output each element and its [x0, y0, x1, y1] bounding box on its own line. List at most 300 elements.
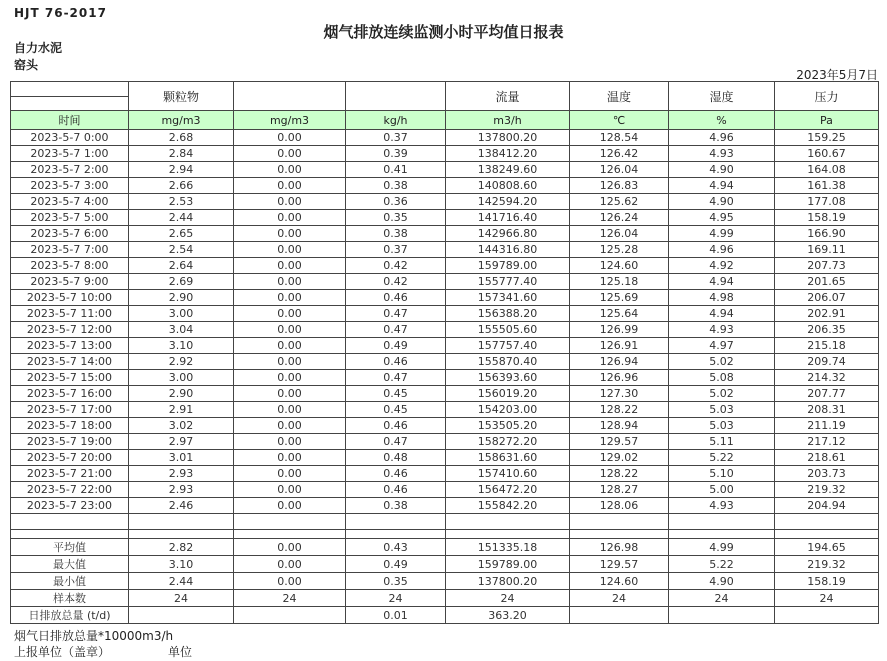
- table-row: [11, 466, 879, 482]
- empty-cell: [570, 514, 669, 530]
- data-cell: 4.90: [669, 162, 775, 178]
- data-cell: 0.00: [234, 466, 346, 482]
- data-cell: 5.08: [669, 370, 775, 386]
- data-cell: 206.35: [775, 322, 879, 338]
- table-row: [11, 482, 879, 498]
- data-cell: 2023-5-7 14:00: [11, 354, 129, 370]
- company-name: 自力水泥: [14, 41, 63, 55]
- table-row: [11, 130, 879, 146]
- data-cell: 0.00: [234, 482, 346, 498]
- empty-cell: [346, 530, 446, 539]
- data-cell: 2.92: [129, 354, 234, 370]
- data-cell: 3.00: [129, 306, 234, 322]
- gap-row: [11, 530, 879, 539]
- data-cell: 2.90: [129, 386, 234, 402]
- data-cell: 0.00: [234, 370, 346, 386]
- data-cell: 125.69: [570, 290, 669, 306]
- data-cell: 138412.20: [446, 146, 570, 162]
- data-cell: 155777.40: [446, 274, 570, 290]
- table-header: [11, 82, 879, 130]
- separator-body: [11, 514, 879, 539]
- data-cell: 158631.60: [446, 450, 570, 466]
- data-cell: 166.90: [775, 226, 879, 242]
- data-cell: 206.07: [775, 290, 879, 306]
- data-cell: 2.65: [129, 226, 234, 242]
- group-header-cell: [11, 82, 129, 111]
- summary-cell: 124.60: [570, 573, 669, 590]
- data-cell: 215.18: [775, 338, 879, 354]
- table-row: [11, 402, 879, 418]
- data-cell: 207.77: [775, 386, 879, 402]
- summary-cell: 0.35: [346, 573, 446, 590]
- footer-note: 烟气日排放总量*10000m3/h: [14, 629, 174, 643]
- data-cell: 202.91: [775, 306, 879, 322]
- data-cell: 201.65: [775, 274, 879, 290]
- table-row: [11, 386, 879, 402]
- data-cell: 128.94: [570, 418, 669, 434]
- data-cell: 2.69: [129, 274, 234, 290]
- unit-cell: mg/m3: [234, 111, 346, 130]
- summary-cell: 0.49: [346, 556, 446, 573]
- data-cell: 0.00: [234, 434, 346, 450]
- data-cell: 4.97: [669, 338, 775, 354]
- empty-cell: [11, 530, 129, 539]
- data-cell: 125.28: [570, 242, 669, 258]
- data-cell: 142594.20: [446, 194, 570, 210]
- data-cell: 4.94: [669, 306, 775, 322]
- data-cell: 4.95: [669, 210, 775, 226]
- summary-cell: 0.00: [234, 556, 346, 573]
- table-row: [11, 450, 879, 466]
- unit-cell: m3/h: [446, 111, 570, 130]
- empty-cell: [775, 530, 879, 539]
- data-cell: 2023-5-7 20:00: [11, 450, 129, 466]
- summary-cell: 平均值: [11, 539, 129, 556]
- data-cell: 5.03: [669, 418, 775, 434]
- summary-cell: 5.22: [669, 556, 775, 573]
- data-cell: 160.67: [775, 146, 879, 162]
- data-cell: 0.35: [346, 210, 446, 226]
- data-cell: 2023-5-7 10:00: [11, 290, 129, 306]
- data-cell: 124.60: [570, 258, 669, 274]
- data-cell: 0.00: [234, 274, 346, 290]
- data-cell: 157341.60: [446, 290, 570, 306]
- summary-body: [11, 539, 879, 624]
- table-row: [11, 146, 879, 162]
- report-table: [10, 81, 879, 624]
- data-cell: 0.00: [234, 306, 346, 322]
- empty-cell: [11, 514, 129, 530]
- data-cell: 4.93: [669, 146, 775, 162]
- data-cell: 4.93: [669, 498, 775, 514]
- summary-cell: [669, 607, 775, 624]
- data-cell: 204.94: [775, 498, 879, 514]
- data-cell: 129.02: [570, 450, 669, 466]
- data-cell: 2023-5-7 16:00: [11, 386, 129, 402]
- table-row: [11, 162, 879, 178]
- data-cell: 2023-5-7 5:00: [11, 210, 129, 226]
- summary-cell: 24: [570, 590, 669, 607]
- summary-cell: 4.99: [669, 539, 775, 556]
- summary-row: [11, 573, 879, 590]
- data-cell: 157410.60: [446, 466, 570, 482]
- summary-cell: 219.32: [775, 556, 879, 573]
- data-cell: 158.19: [775, 210, 879, 226]
- empty-cell: [346, 514, 446, 530]
- summary-cell: 363.20: [446, 607, 570, 624]
- data-cell: 2023-5-7 23:00: [11, 498, 129, 514]
- hourly-data-body: [11, 130, 879, 514]
- group-header-cell: [346, 82, 446, 111]
- data-cell: 156019.20: [446, 386, 570, 402]
- data-cell: 0.00: [234, 290, 346, 306]
- data-cell: 177.08: [775, 194, 879, 210]
- empty-cell: [234, 530, 346, 539]
- data-cell: 128.54: [570, 130, 669, 146]
- data-cell: 126.94: [570, 354, 669, 370]
- data-cell: 3.01: [129, 450, 234, 466]
- data-cell: 155842.20: [446, 498, 570, 514]
- summary-row: [11, 607, 879, 624]
- data-cell: 0.38: [346, 498, 446, 514]
- data-cell: 2023-5-7 21:00: [11, 466, 129, 482]
- data-cell: 2.46: [129, 498, 234, 514]
- unit-cell: 时间: [11, 111, 129, 130]
- data-cell: 0.00: [234, 210, 346, 226]
- unit-cell: ℃: [570, 111, 669, 130]
- unit-cell: %: [669, 111, 775, 130]
- data-cell: 159789.00: [446, 258, 570, 274]
- summary-cell: 0.00: [234, 539, 346, 556]
- data-cell: 2023-5-7 3:00: [11, 178, 129, 194]
- data-cell: 126.99: [570, 322, 669, 338]
- data-cell: 0.47: [346, 434, 446, 450]
- summary-row: [11, 556, 879, 573]
- summary-cell: 24: [446, 590, 570, 607]
- data-cell: 3.04: [129, 322, 234, 338]
- data-cell: 0.49: [346, 338, 446, 354]
- data-cell: 161.38: [775, 178, 879, 194]
- summary-row: [11, 590, 879, 607]
- data-cell: 2.53: [129, 194, 234, 210]
- data-cell: 0.47: [346, 370, 446, 386]
- summary-cell: 2.82: [129, 539, 234, 556]
- data-cell: 0.38: [346, 226, 446, 242]
- data-cell: 3.02: [129, 418, 234, 434]
- group-header-cell: 温度: [570, 82, 669, 111]
- data-cell: 2023-5-7 0:00: [11, 130, 129, 146]
- data-cell: 158272.20: [446, 434, 570, 450]
- monitoring-point: 窑头: [14, 58, 39, 72]
- unit-header-row: [11, 111, 879, 130]
- data-cell: 126.04: [570, 162, 669, 178]
- data-cell: 2023-5-7 7:00: [11, 242, 129, 258]
- data-cell: 125.64: [570, 306, 669, 322]
- data-cell: 137800.20: [446, 130, 570, 146]
- data-cell: 2.93: [129, 466, 234, 482]
- data-cell: 0.00: [234, 498, 346, 514]
- data-cell: 155870.40: [446, 354, 570, 370]
- data-cell: 169.11: [775, 242, 879, 258]
- table-row: [11, 322, 879, 338]
- data-cell: 2023-5-7 11:00: [11, 306, 129, 322]
- data-cell: 142966.80: [446, 226, 570, 242]
- data-cell: 0.00: [234, 338, 346, 354]
- summary-cell: 0.00: [234, 573, 346, 590]
- data-cell: 2.84: [129, 146, 234, 162]
- data-cell: 4.94: [669, 178, 775, 194]
- data-cell: 2.68: [129, 130, 234, 146]
- data-cell: 2023-5-7 12:00: [11, 322, 129, 338]
- data-cell: 2.90: [129, 290, 234, 306]
- data-cell: 153505.20: [446, 418, 570, 434]
- data-cell: 128.22: [570, 466, 669, 482]
- summary-cell: 24: [129, 590, 234, 607]
- summary-cell: 126.98: [570, 539, 669, 556]
- data-cell: 4.92: [669, 258, 775, 274]
- data-cell: 5.02: [669, 386, 775, 402]
- data-cell: 2023-5-7 13:00: [11, 338, 129, 354]
- data-cell: 0.47: [346, 322, 446, 338]
- data-cell: 5.03: [669, 402, 775, 418]
- summary-cell: 0.43: [346, 539, 446, 556]
- data-cell: 2023-5-7 22:00: [11, 482, 129, 498]
- data-cell: 159.25: [775, 130, 879, 146]
- summary-cell: 151335.18: [446, 539, 570, 556]
- summary-cell: 24: [346, 590, 446, 607]
- data-cell: 0.00: [234, 258, 346, 274]
- table-row: [11, 258, 879, 274]
- table-row: [11, 498, 879, 514]
- data-cell: 141716.40: [446, 210, 570, 226]
- data-cell: 4.90: [669, 194, 775, 210]
- table-row: [11, 274, 879, 290]
- summary-cell: 24: [775, 590, 879, 607]
- summary-cell: 159789.00: [446, 556, 570, 573]
- data-cell: 140808.60: [446, 178, 570, 194]
- data-cell: 164.08: [775, 162, 879, 178]
- data-cell: 4.98: [669, 290, 775, 306]
- summary-cell: 129.57: [570, 556, 669, 573]
- data-cell: 2023-5-7 4:00: [11, 194, 129, 210]
- group-header-cell: [234, 82, 346, 111]
- empty-cell: [669, 514, 775, 530]
- data-cell: 3.10: [129, 338, 234, 354]
- data-cell: 217.12: [775, 434, 879, 450]
- empty-cell: [129, 530, 234, 539]
- data-cell: 208.31: [775, 402, 879, 418]
- group-header-row: [11, 82, 879, 111]
- data-cell: 0.47: [346, 306, 446, 322]
- empty-cell: [446, 514, 570, 530]
- data-cell: 0.00: [234, 386, 346, 402]
- page-title: 烟气排放连续监测小时平均值日报表: [323, 23, 564, 41]
- unit-cell: kg/h: [346, 111, 446, 130]
- data-cell: 0.46: [346, 466, 446, 482]
- data-cell: 2023-5-7 1:00: [11, 146, 129, 162]
- data-cell: 4.96: [669, 130, 775, 146]
- data-cell: 0.00: [234, 450, 346, 466]
- report-unit-label: 上报单位（盖章）: [14, 645, 111, 659]
- report-date: 2023年5月7日: [796, 68, 878, 82]
- summary-cell: [570, 607, 669, 624]
- data-cell: 0.39: [346, 146, 446, 162]
- data-cell: 0.00: [234, 418, 346, 434]
- data-cell: 2023-5-7 18:00: [11, 418, 129, 434]
- data-cell: 0.36: [346, 194, 446, 210]
- data-cell: 0.00: [234, 162, 346, 178]
- data-cell: 0.00: [234, 178, 346, 194]
- data-cell: 156388.20: [446, 306, 570, 322]
- data-cell: 128.22: [570, 402, 669, 418]
- data-cell: 156472.20: [446, 482, 570, 498]
- data-cell: 2023-5-7 2:00: [11, 162, 129, 178]
- summary-cell: 24: [669, 590, 775, 607]
- data-cell: 125.18: [570, 274, 669, 290]
- empty-cell: [570, 530, 669, 539]
- data-cell: 0.00: [234, 226, 346, 242]
- data-cell: 2023-5-7 8:00: [11, 258, 129, 274]
- summary-cell: [129, 607, 234, 624]
- data-cell: 155505.60: [446, 322, 570, 338]
- summary-cell: 4.90: [669, 573, 775, 590]
- data-cell: 0.38: [346, 178, 446, 194]
- unit-cell: mg/m3: [129, 111, 234, 130]
- data-cell: 5.22: [669, 450, 775, 466]
- data-cell: 126.04: [570, 226, 669, 242]
- group-header-cell: 流量: [446, 82, 570, 111]
- table-row: [11, 338, 879, 354]
- data-cell: 0.00: [234, 242, 346, 258]
- table-row: [11, 370, 879, 386]
- data-cell: 0.00: [234, 402, 346, 418]
- summary-cell: 3.10: [129, 556, 234, 573]
- data-cell: 125.62: [570, 194, 669, 210]
- data-cell: 0.42: [346, 274, 446, 290]
- data-cell: 2.44: [129, 210, 234, 226]
- standard-code: HJT 76-2017: [14, 6, 107, 20]
- summary-row: [11, 539, 879, 556]
- data-cell: 0.00: [234, 322, 346, 338]
- group-header-cell: 湿度: [669, 82, 775, 111]
- data-cell: 203.73: [775, 466, 879, 482]
- summary-cell: [775, 607, 879, 624]
- data-cell: 0.46: [346, 354, 446, 370]
- data-cell: 211.19: [775, 418, 879, 434]
- summary-cell: 日排放总量 (t/d): [11, 607, 129, 624]
- summary-cell: 0.01: [346, 607, 446, 624]
- summary-cell: 137800.20: [446, 573, 570, 590]
- summary-cell: 24: [234, 590, 346, 607]
- data-cell: 2023-5-7 19:00: [11, 434, 129, 450]
- data-cell: 207.73: [775, 258, 879, 274]
- table-row: [11, 306, 879, 322]
- data-cell: 0.37: [346, 130, 446, 146]
- data-cell: 0.00: [234, 146, 346, 162]
- data-cell: 128.06: [570, 498, 669, 514]
- table-row: [11, 418, 879, 434]
- unit-cell: Pa: [775, 111, 879, 130]
- data-cell: 0.41: [346, 162, 446, 178]
- data-cell: 156393.60: [446, 370, 570, 386]
- data-cell: 2023-5-7 15:00: [11, 370, 129, 386]
- table-row: [11, 178, 879, 194]
- summary-cell: 158.19: [775, 573, 879, 590]
- empty-cell: [234, 514, 346, 530]
- data-cell: 0.00: [234, 130, 346, 146]
- data-cell: 0.46: [346, 418, 446, 434]
- data-cell: 5.10: [669, 466, 775, 482]
- data-cell: 4.94: [669, 274, 775, 290]
- data-cell: 3.00: [129, 370, 234, 386]
- data-cell: 0.46: [346, 482, 446, 498]
- data-cell: 0.48: [346, 450, 446, 466]
- table-row: [11, 226, 879, 242]
- summary-cell: 2.44: [129, 573, 234, 590]
- data-cell: 0.00: [234, 194, 346, 210]
- empty-row: [11, 514, 879, 530]
- data-cell: 126.42: [570, 146, 669, 162]
- data-cell: 2.66: [129, 178, 234, 194]
- data-cell: 144316.80: [446, 242, 570, 258]
- data-cell: 126.96: [570, 370, 669, 386]
- data-cell: 0.45: [346, 386, 446, 402]
- data-cell: 126.91: [570, 338, 669, 354]
- data-cell: 0.42: [346, 258, 446, 274]
- empty-cell: [669, 530, 775, 539]
- group-header-cell: 压力: [775, 82, 879, 111]
- data-cell: 214.32: [775, 370, 879, 386]
- empty-cell: [129, 514, 234, 530]
- data-cell: 2.91: [129, 402, 234, 418]
- data-cell: 2023-5-7 17:00: [11, 402, 129, 418]
- data-cell: 5.00: [669, 482, 775, 498]
- data-cell: 2.93: [129, 482, 234, 498]
- data-cell: 2023-5-7 6:00: [11, 226, 129, 242]
- group-header-cell: 颗粒物: [129, 82, 234, 111]
- data-cell: 4.96: [669, 242, 775, 258]
- table-row: [11, 434, 879, 450]
- data-cell: 154203.00: [446, 402, 570, 418]
- data-cell: 2023-5-7 9:00: [11, 274, 129, 290]
- summary-cell: 样本数: [11, 590, 129, 607]
- data-cell: 4.93: [669, 322, 775, 338]
- data-cell: 129.57: [570, 434, 669, 450]
- data-cell: 2.54: [129, 242, 234, 258]
- data-cell: 0.45: [346, 402, 446, 418]
- data-cell: 138249.60: [446, 162, 570, 178]
- data-cell: 4.99: [669, 226, 775, 242]
- summary-cell: 最小值: [11, 573, 129, 590]
- data-cell: 219.32: [775, 482, 879, 498]
- data-cell: 2.64: [129, 258, 234, 274]
- data-cell: 218.61: [775, 450, 879, 466]
- data-cell: 127.30: [570, 386, 669, 402]
- summary-cell: 194.65: [775, 539, 879, 556]
- data-cell: 0.46: [346, 290, 446, 306]
- table-row: [11, 354, 879, 370]
- data-cell: 5.02: [669, 354, 775, 370]
- data-cell: 128.27: [570, 482, 669, 498]
- data-cell: 157757.40: [446, 338, 570, 354]
- table-row: [11, 210, 879, 226]
- summary-cell: [234, 607, 346, 624]
- unit-label: 单位: [168, 645, 193, 659]
- empty-cell: [446, 530, 570, 539]
- data-cell: 0.37: [346, 242, 446, 258]
- data-cell: 126.24: [570, 210, 669, 226]
- summary-cell: 最大值: [11, 556, 129, 573]
